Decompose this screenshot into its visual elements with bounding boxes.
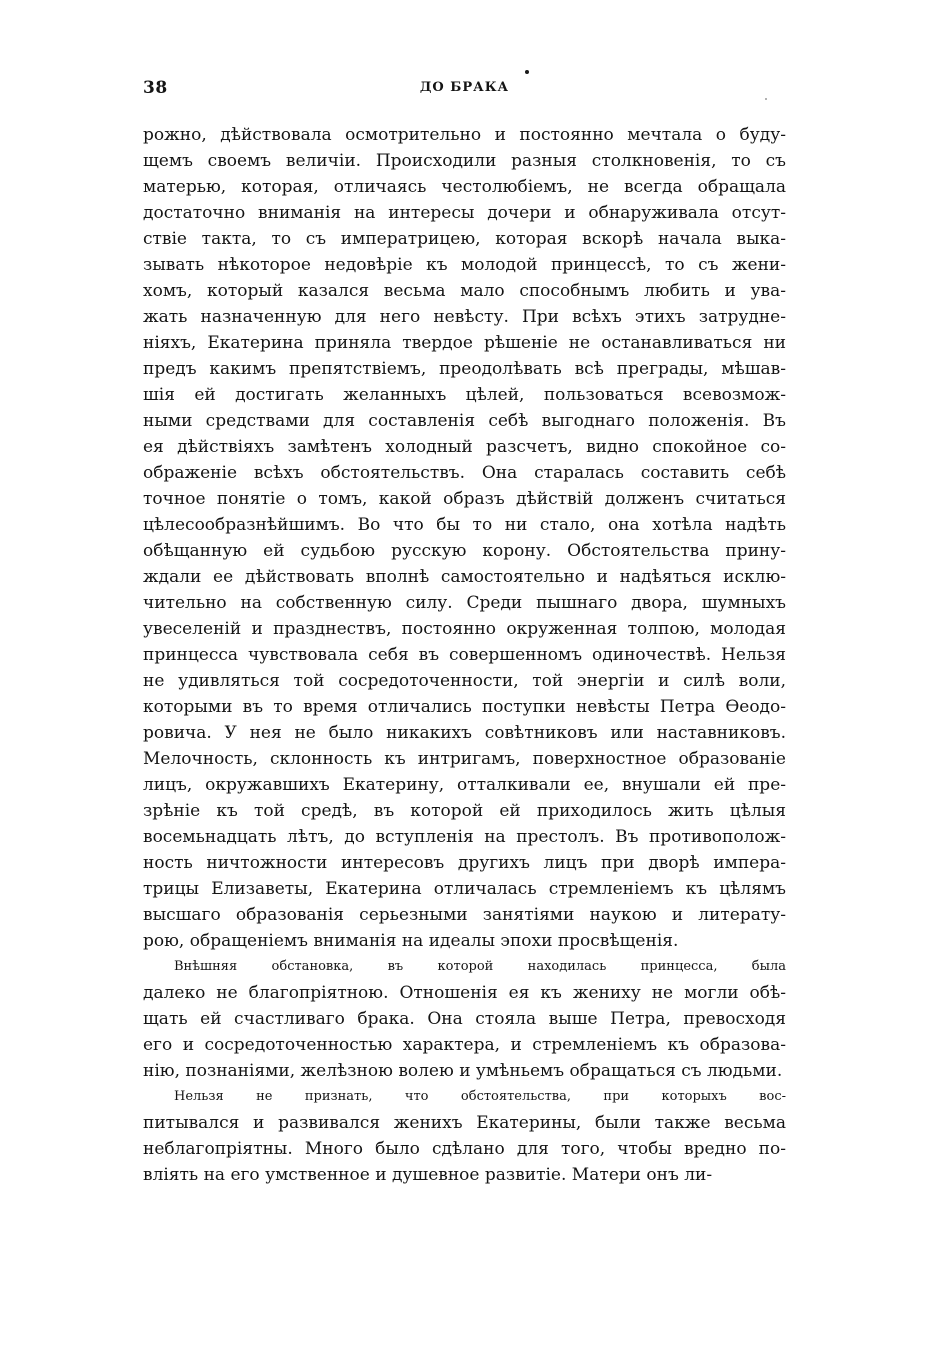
text-line: не удивляться той сосредоточенности, той энергіи и силѣ воли, bbox=[143, 671, 786, 691]
text-line: ность ничтожности интересовъ другихъ лицъ при дворѣ импера- bbox=[143, 853, 786, 873]
text-line: ствіе такта, то съ императрицею, которая вскорѣ начала выка- bbox=[143, 229, 786, 249]
text-line: лицъ, окружавшихъ Екатерину, отталкивали ее, внушали ей пре- bbox=[143, 775, 786, 795]
text-line: зрѣніе къ той средѣ, въ которой ей приходилось жить цѣлыя bbox=[143, 801, 786, 821]
text-line: принцесса чувствовала себя въ совершенномъ одиночествѣ. Нельзя bbox=[143, 645, 786, 665]
text-line: Внѣшняя обстановка, въ которой находилась принцесса, была bbox=[174, 959, 786, 974]
text-line: его и сосредоточенностью характера, и стремленіемъ къ образова- bbox=[143, 1035, 786, 1055]
body-text bbox=[143, 122, 786, 1188]
text-line: цѣлесообразнѣйшимъ. Во что бы то ни стало, она хотѣла надѣть bbox=[143, 515, 786, 535]
text-line: далеко не благопріятною. Отношенія ея къ жениху не могли обѣ- bbox=[143, 983, 786, 1003]
paragraph bbox=[143, 122, 786, 954]
text-line: Мелочность, склонность къ интригамъ, поверхностное образованіе bbox=[143, 749, 786, 769]
text-line: Нельзя не признать, что обстоятельства, при которыхъ вос- bbox=[174, 1089, 786, 1104]
text-line: щемъ своемъ величіи. Происходили разныя столкновенія, то съ bbox=[143, 151, 786, 171]
text-line: ровича. У нея не было никакихъ совѣтниковъ или наставниковъ. bbox=[143, 723, 786, 743]
page-header bbox=[143, 78, 786, 104]
text-line: нію, познаніями, желѣзною волею и умѣньемъ обращаться съ людьми. bbox=[143, 1061, 783, 1081]
text-line: предъ какимъ препятствіемъ, преодолѣвать всѣ преграды, мѣшав- bbox=[143, 359, 786, 379]
text-line: вліять на его умственное и душевное развитіе. Матери онъ ли- bbox=[143, 1165, 713, 1185]
text-line: неблагопріятны. Много было сдѣлано для того, чтобы вредно по- bbox=[143, 1139, 786, 1159]
text-line: обѣщанную ей судьбою русскую корону. Обстоятельства прину- bbox=[143, 541, 786, 561]
paragraph bbox=[143, 1084, 786, 1188]
text-line: питывался и развивался женихъ Екатерины, были также весьма bbox=[143, 1113, 786, 1133]
text-line: ждали ее дѣйствовать вполнѣ самостоятельно и надѣяться исклю- bbox=[143, 567, 786, 587]
text-line: ображеніе всѣхъ обстоятельствъ. Она старалась составить себѣ bbox=[143, 463, 786, 483]
text-line: ніяхъ, Екатерина приняла твердое рѣшеніе не останавливаться ни bbox=[143, 333, 786, 353]
running-title: ДО БРАКА bbox=[419, 80, 510, 95]
text-line: достаточно вниманія на интересы дочери и обнаруживала отсут- bbox=[143, 203, 786, 223]
text-line: трицы Елизаветы, Екатерина отличалась стремленіемъ къ цѣлямъ bbox=[143, 879, 786, 899]
text-line: которыми въ то время отличались поступки невѣсты Петра Ѳеодо- bbox=[143, 697, 786, 717]
text-line: увеселеній и празднествъ, постоянно окруженная толпою, молодая bbox=[143, 619, 786, 639]
text-line: матерью, которая, отличаясь честолюбіемъ, не всегда обращала bbox=[143, 177, 786, 197]
ink-speck bbox=[525, 70, 529, 74]
text-line: жать назначенную для него невѣсту. При всѣхъ этихъ затрудне- bbox=[143, 307, 786, 327]
text-line: шія ей достигать желанныхъ цѣлей, пользоваться всевозмож- bbox=[143, 385, 786, 405]
text-line: ея дѣйствіяхъ замѣтенъ холодный разсчетъ, видно спокойное со- bbox=[143, 437, 786, 457]
text-line: чительно на собственную силу. Среди пышнаго двора, шумныхъ bbox=[143, 593, 786, 613]
text-line: зывать нѣкоторое недовѣріе къ молодой принцессѣ, то съ жени- bbox=[143, 255, 786, 275]
text-line: щать ей счастливаго брака. Она стояла выше Петра, превосходя bbox=[143, 1009, 786, 1029]
text-line: рожно, дѣйствовала осмотрительно и постоянно мечтала о буду- bbox=[143, 125, 786, 145]
text-line: ными средствами для составленія себѣ выгоднаго положенія. Въ bbox=[143, 411, 786, 431]
text-line: рою, обращеніемъ вниманія на идеалы эпохи просвѣщенія. bbox=[143, 931, 679, 951]
page-number: 38 bbox=[143, 78, 168, 98]
text-line: восемьнадцать лѣтъ, до вступленія на престолъ. Въ противополож- bbox=[143, 827, 786, 847]
paragraph bbox=[143, 954, 786, 1084]
text-line: хомъ, который казался весьма мало способнымъ любить и ува- bbox=[143, 281, 786, 301]
text-line: высшаго образованія серьезными занятіями наукою и литерату- bbox=[143, 905, 786, 925]
text-line: точное понятіе о томъ, какой образъ дѣйствій долженъ считаться bbox=[143, 489, 786, 509]
